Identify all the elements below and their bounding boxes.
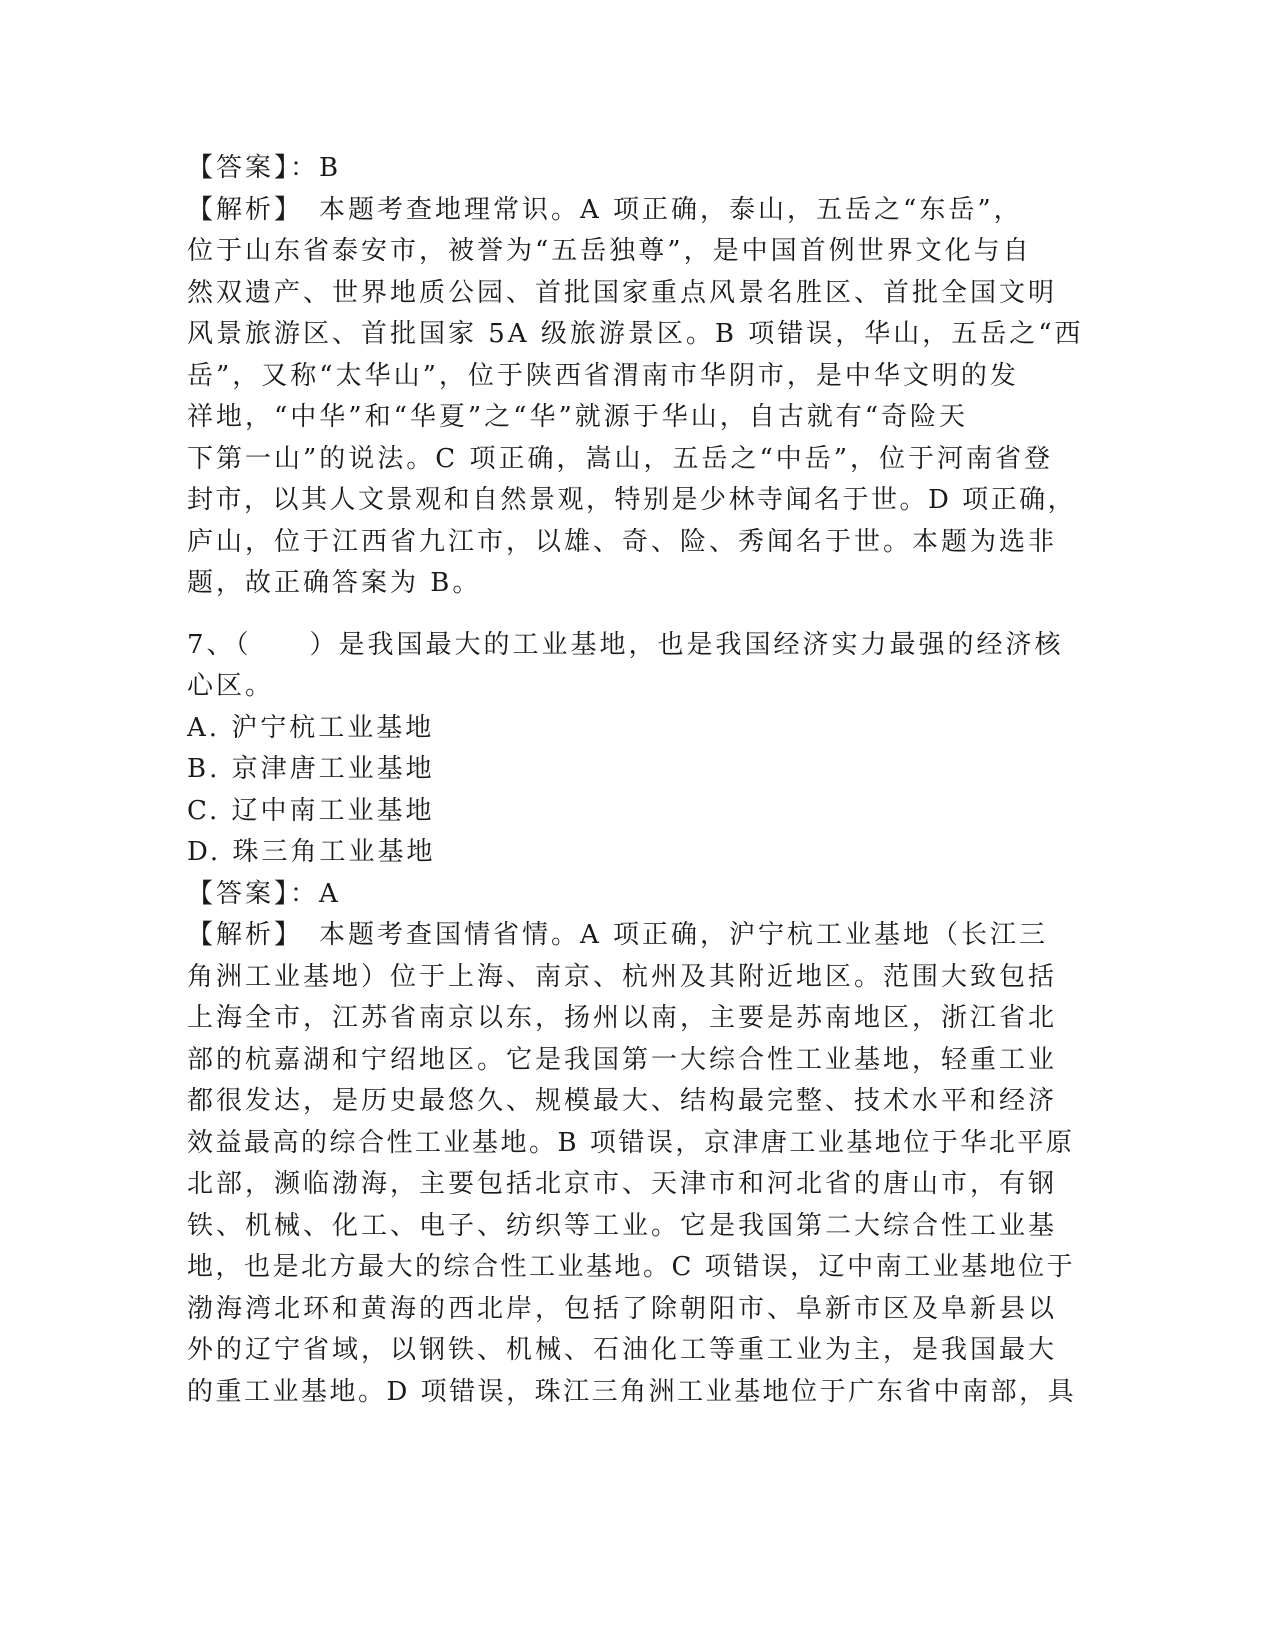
analysis-line: 庐山，位于江西省九江市，以雄、奇、险、秀闻名于世。本题为选非 <box>187 526 1058 557</box>
analysis-line: 外的辽宁省域，以钢铁、机械、石油化工等重工业为主，是我国最大 <box>187 1335 1058 1365</box>
paragraph-gap <box>187 605 1087 625</box>
question-7-block <box>187 625 1087 1414</box>
analysis-line: 的重工业基地。D 项错误，珠江三角洲工业基地位于广东省中南部，具 <box>187 1376 1077 1407</box>
answer-line: 【答案】：B <box>187 153 342 183</box>
question-6-answer-block <box>187 148 1087 605</box>
analysis-line: 【解析】 本题考查国情省情。A 项正确，沪宁杭工业基地（长江三 <box>187 920 1049 950</box>
question-stem-line: 7、（ ）是我国最大的工业基地，也是我国经济实力最强的经济核 <box>187 629 1064 660</box>
analysis-line: 【解析】 本题考查地理常识。A 项正确，泰山，五岳之“东岳”， <box>187 194 1023 225</box>
analysis-line: 角洲工业基地）位于上海、南京、杭州及其附近地区。范围大致包括 <box>187 961 1058 992</box>
option-d: D. 珠三角工业基地 <box>187 837 436 867</box>
option-b: B. 京津唐工业基地 <box>187 754 435 784</box>
analysis-line: 题，故正确答案为 B。 <box>187 568 482 598</box>
analysis-line: 渤海湾北环和黄海的西北岸，包括了除朝阳市、阜新市区及阜新县以 <box>187 1293 1058 1324</box>
option-a: A. 沪宁杭工业基地 <box>187 712 435 743</box>
analysis-line: 祥地，“中华”和“华夏”之“华”就源于华山，自古就有“奇险天 <box>187 402 969 432</box>
analysis-line: 上海全市，江苏省南京以东，扬州以南，主要是苏南地区，浙江省北 <box>187 1003 1058 1033</box>
option-c: C. 辽中南工业基地 <box>187 795 435 826</box>
analysis-line: 位于山东省泰安市，被誉为“五岳独尊”，是中国首例世界文化与自 <box>187 236 1032 266</box>
question-stem-line: 心区。 <box>187 671 275 701</box>
analysis-line: 部的杭嘉湖和宁绍地区。它是我国第一大综合性工业基地，轻重工业 <box>187 1044 1058 1075</box>
analysis-line: 下第一山”的说法。C 项正确，嵩山，五岳之“中岳”，位于河南省登 <box>187 443 1054 474</box>
analysis-line: 效益最高的综合性工业基地。B 项错误，京津唐工业基地位于华北平原 <box>187 1127 1075 1158</box>
analysis-line: 北部，濒临渤海，主要包括北京市、天津市和河北省的唐山市，有钢 <box>187 1169 1058 1199</box>
analysis-line: 都很发达，是历史最悠久、规模最大、结构最完整、技术水平和经济 <box>187 1086 1058 1116</box>
analysis-line: 封市，以其人文景观和自然景观，特别是少林寺闻名于世。D 项正确， <box>187 485 1077 515</box>
answer-line: 【答案】：A <box>187 878 341 909</box>
analysis-line: 地，也是北方最大的综合性工业基地。C 项错误，辽中南工业基地位于 <box>187 1252 1076 1282</box>
page-content <box>187 148 1087 1413</box>
analysis-line: 铁、机械、化工、电子、纺织等工业。它是我国第二大综合性工业基 <box>187 1210 1058 1241</box>
analysis-line: 岳”，又称“太华山”，位于陕西省渭南市华阴市，是中华文明的发 <box>187 360 1019 391</box>
analysis-line: 然双遗产、世界地质公园、首批国家重点风景名胜区、首批全国文明 <box>187 277 1058 308</box>
analysis-line: 风景旅游区、首批国家 5A 级旅游景区。B 项错误，华山，五岳之“西 <box>187 319 1084 349</box>
